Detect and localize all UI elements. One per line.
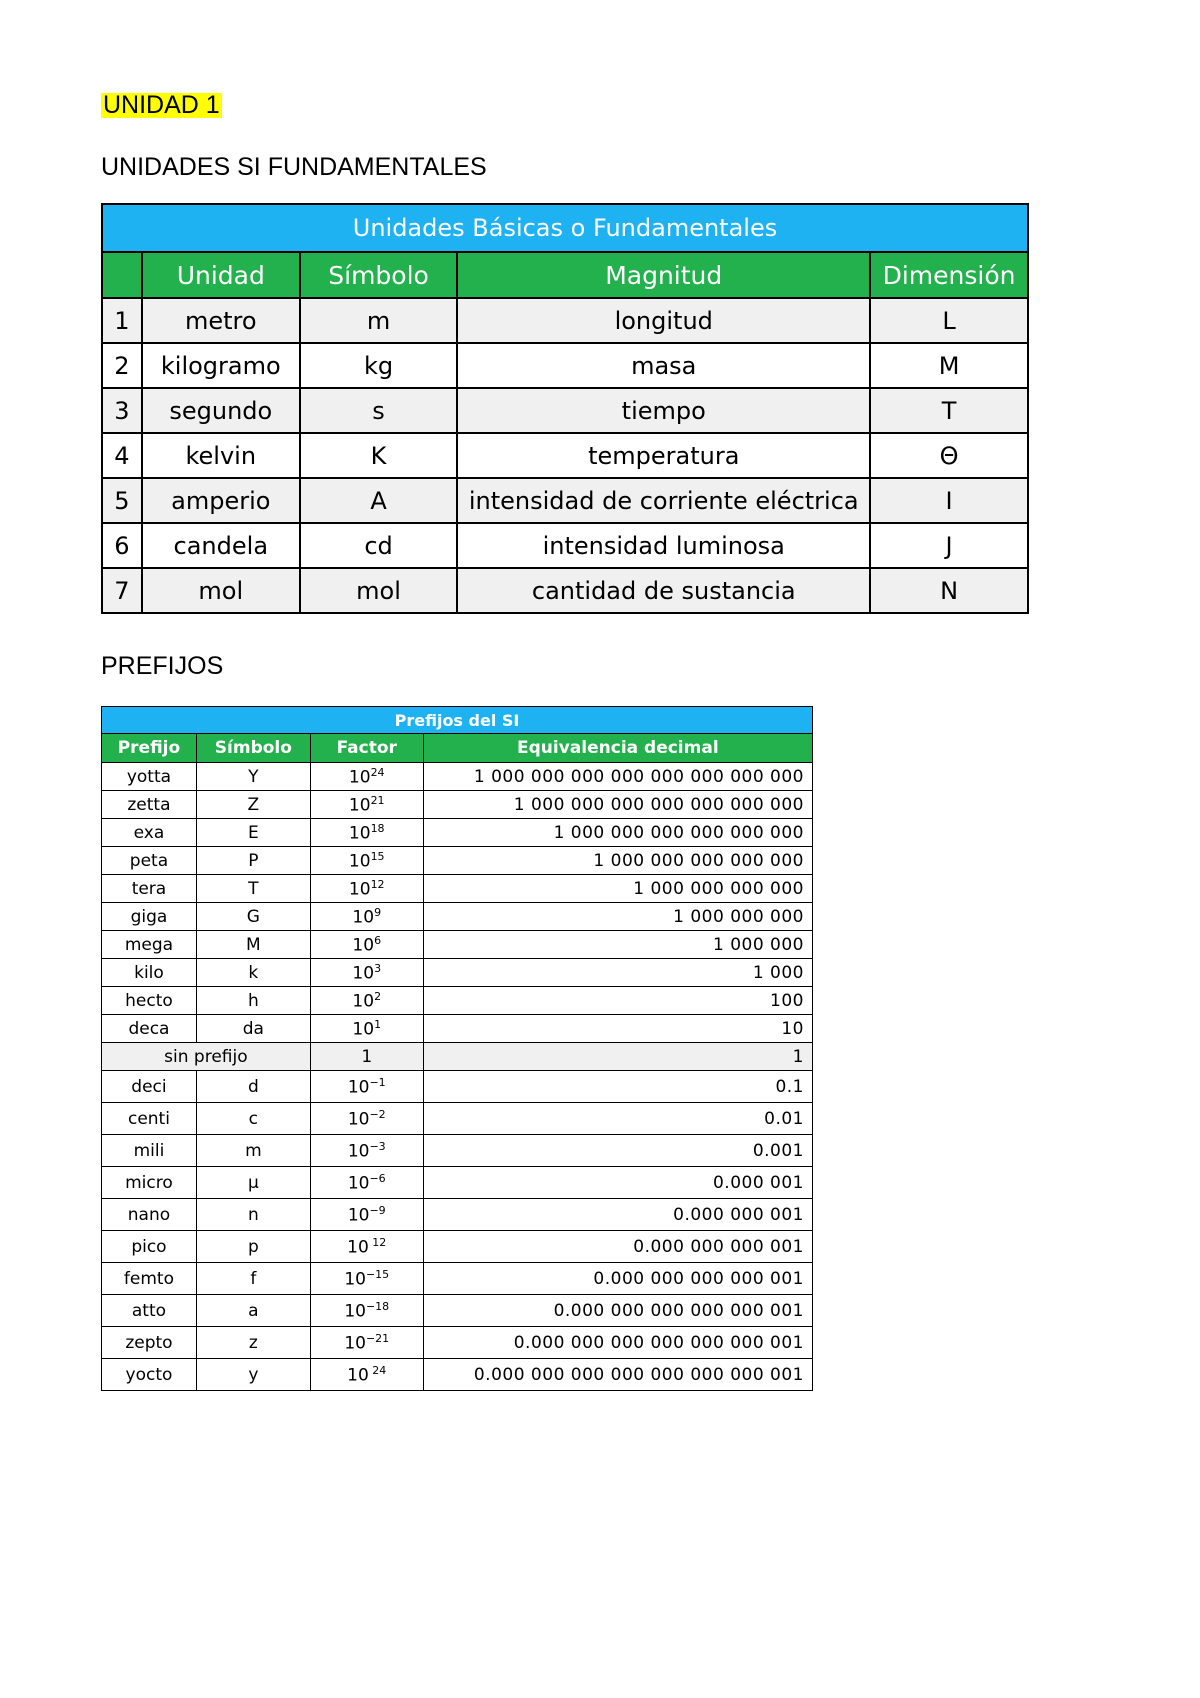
prefix-cell-equivalencia: 0.000 000 001 (423, 1199, 812, 1231)
units-cell-n: 2 (102, 343, 142, 388)
table-row (102, 1231, 813, 1263)
factor-exponent: −9 (369, 1203, 386, 1217)
prefix-cell-equivalencia: 1 000 (423, 959, 812, 987)
prefix-cell-simbolo: µ (196, 1167, 310, 1199)
factor-base: 10 (352, 963, 375, 984)
prefix-cell-simbolo: a (196, 1295, 310, 1327)
units-cell-n: 3 (102, 388, 142, 433)
factor-base: 10 (347, 1141, 370, 1162)
prefix-header-equivalencia: Equivalencia decimal (423, 734, 812, 763)
prefix-cell-factor (310, 1015, 423, 1043)
prefix-cell-equivalencia: 0.000 000 000 001 (423, 1231, 812, 1263)
units-cell-dimension: L (870, 298, 1028, 343)
prefix-cell-simbolo: M (196, 931, 310, 959)
prefix-cell-factor (310, 847, 423, 875)
prefix-cell-equivalencia: 100 (423, 987, 812, 1015)
prefix-cell-simbolo: d (196, 1071, 310, 1103)
prefix-cell-simbolo: Y (196, 763, 310, 791)
table-row (102, 523, 1028, 568)
table-row (102, 1135, 813, 1167)
table-row (102, 1263, 813, 1295)
prefix-cell-simbolo: G (196, 903, 310, 931)
table-row (102, 791, 813, 819)
factor-exponent: 3 (374, 961, 382, 975)
prefix-cell-equivalencia: 0.000 000 000 000 000 000 001 (423, 1327, 812, 1359)
units-cell-dimension: T (870, 388, 1028, 433)
units-cell-magnitud: intensidad de corriente eléctrica (457, 478, 870, 523)
units-cell-magnitud: cantidad de sustancia (457, 568, 870, 613)
units-cell-unidad: amperio (142, 478, 300, 523)
table-row (102, 819, 813, 847)
units-cell-simbolo: A (300, 478, 458, 523)
prefix-cell-simbolo: y (196, 1359, 310, 1391)
prefix-cell-prefijo: atto (102, 1295, 197, 1327)
factor-base: 10 (352, 907, 375, 928)
units-cell-magnitud: tiempo (457, 388, 870, 433)
prefix-cell-simbolo: p (196, 1231, 310, 1263)
units-cell-n: 6 (102, 523, 142, 568)
units-header-magnitud: Magnitud (457, 252, 870, 298)
factor-exponent: −6 (369, 1171, 386, 1185)
factor-exponent: 24 (368, 1363, 387, 1377)
prefix-cell-prefijo: nano (102, 1199, 197, 1231)
prefix-cell-factor (310, 875, 423, 903)
factor-exponent: −15 (365, 1267, 390, 1281)
table-row (102, 1071, 813, 1103)
factor-exponent: −1 (369, 1075, 386, 1089)
prefix-cell-equivalencia: 0.1 (423, 1071, 812, 1103)
prefix-cell-factor (310, 987, 423, 1015)
units-header-index (102, 252, 142, 298)
prefix-cell-equivalencia: 0.000 000 000 000 000 000 000 001 (423, 1359, 812, 1391)
factor-exponent: −3 (369, 1139, 386, 1153)
units-cell-dimension: Θ (870, 433, 1028, 478)
units-cell-simbolo: kg (300, 343, 458, 388)
prefix-cell-factor (310, 1135, 423, 1167)
prefix-cell-simbolo: f (196, 1263, 310, 1295)
prefix-cell-equivalencia: 0.001 (423, 1135, 812, 1167)
prefix-cell-simbolo: da (196, 1015, 310, 1043)
prefix-header-prefijo: Prefijo (102, 734, 197, 763)
prefix-cell-prefijo: yocto (102, 1359, 197, 1391)
factor-base: 10 (344, 1301, 366, 1322)
si-units-heading: UNIDADES SI FUNDAMENTALES (101, 153, 487, 181)
factor-base: 10 (348, 851, 371, 872)
prefix-cell-simbolo: z (196, 1327, 310, 1359)
table-row (102, 478, 1028, 523)
factor-base: 10 (352, 935, 375, 956)
factor-exponent: 6 (374, 933, 382, 947)
units-cell-n: 5 (102, 478, 142, 523)
prefix-cell-prefijo: deca (102, 1015, 197, 1043)
table-row (102, 875, 813, 903)
factor-base: 10 (344, 1269, 366, 1290)
table-row (102, 903, 813, 931)
units-cell-unidad: metro (142, 298, 300, 343)
prefix-cell-factor (310, 791, 423, 819)
units-header-dimension: Dimensión (870, 252, 1028, 298)
table-row (102, 763, 813, 791)
factor-exponent: 21 (370, 793, 385, 807)
prefix-cell-factor (310, 1167, 423, 1199)
table-row (102, 959, 813, 987)
factor-exponent: 24 (370, 765, 385, 779)
table-row (102, 1015, 813, 1043)
units-cell-n: 1 (102, 298, 142, 343)
prefix-cell-equivalencia: 0.000 000 000 000 001 (423, 1263, 812, 1295)
table-row (102, 931, 813, 959)
prefix-cell-prefijo: micro (102, 1167, 197, 1199)
prefix-header-simbolo: Símbolo (196, 734, 310, 763)
table-row (102, 343, 1028, 388)
prefix-cell-prefijo: giga (102, 903, 197, 931)
factor-exponent: 15 (370, 849, 385, 863)
prefix-cell-simbolo: k (196, 959, 310, 987)
table-row (102, 847, 813, 875)
prefix-cell-prefijo: mega (102, 931, 197, 959)
table-row (102, 1359, 813, 1391)
units-cell-magnitud: masa (457, 343, 870, 388)
prefix-cell-prefijo: mili (102, 1135, 197, 1167)
units-cell-unidad: mol (142, 568, 300, 613)
prefix-cell-equivalencia: 1 000 000 000 000 000 000 (423, 819, 812, 847)
prefix-cell-equivalencia: 1 000 000 (423, 931, 812, 959)
factor-base: 10 (347, 1109, 370, 1130)
table-row (102, 1199, 813, 1231)
factor-base: 10 (347, 1237, 369, 1258)
prefix-cell-simbolo: P (196, 847, 310, 875)
table-row (102, 388, 1028, 433)
basic-units-table (101, 203, 1029, 614)
prefix-cell-simbolo: E (196, 819, 310, 847)
prefix-cell-simbolo: T (196, 875, 310, 903)
factor-exponent: −21 (365, 1331, 390, 1345)
prefix-cell-equivalencia: 10 (423, 1015, 812, 1043)
prefix-cell-simbolo: c (196, 1103, 310, 1135)
factor-exponent: −18 (365, 1299, 390, 1313)
factor-exponent: 1 (374, 1017, 382, 1031)
prefix-cell-equivalencia: 1 000 000 000 000 000 000 000 (423, 791, 812, 819)
prefix-cell-prefijo: kilo (102, 959, 197, 987)
prefix-cell-equivalencia: 1 000 000 000 000 000 000 000 000 (423, 763, 812, 791)
factor-exponent: −2 (369, 1107, 386, 1121)
unit-heading: UNIDAD 1 (103, 91, 220, 119)
prefix-cell-simbolo: m (196, 1135, 310, 1167)
prefix-cell-equivalencia: 1 000 000 000 000 (423, 875, 812, 903)
units-cell-simbolo: cd (300, 523, 458, 568)
no-prefix-label: sin prefijo (102, 1043, 311, 1071)
prefix-cell-equivalencia: 0.01 (423, 1103, 812, 1135)
units-cell-simbolo: K (300, 433, 458, 478)
factor-base: 10 (344, 1333, 366, 1354)
prefix-cell-factor (310, 819, 423, 847)
factor-base: 10 (352, 991, 375, 1012)
prefix-cell-factor (310, 1359, 423, 1391)
factor-exponent: 2 (374, 989, 382, 1003)
factor-base: 10 (347, 1173, 370, 1194)
prefix-cell-factor (310, 1199, 423, 1231)
factor-exponent: 12 (370, 877, 385, 891)
table-row (102, 1167, 813, 1199)
prefix-cell-prefijo: zetta (102, 791, 197, 819)
factor-base: 10 (347, 1205, 370, 1226)
factor-exponent: 18 (370, 821, 385, 835)
prefix-cell-factor (310, 1263, 423, 1295)
prefix-cell-equivalencia: 0.000 001 (423, 1167, 812, 1199)
factor-base: 10 (348, 823, 371, 844)
factor-base: 10 (347, 1077, 370, 1098)
si-prefixes-table (101, 706, 813, 1391)
table-row (102, 1327, 813, 1359)
units-cell-n: 7 (102, 568, 142, 613)
prefix-cell-prefijo: yotta (102, 763, 197, 791)
table-row (102, 568, 1028, 613)
prefix-cell-prefijo: centi (102, 1103, 197, 1135)
prefix-cell-factor (310, 1327, 423, 1359)
no-prefix-equivalencia: 1 (423, 1043, 812, 1071)
prefix-table-title: Prefijos del SI (102, 707, 813, 734)
table-row (102, 1103, 813, 1135)
prefix-cell-factor (310, 931, 423, 959)
table-row (102, 987, 813, 1015)
factor-base: 10 (348, 767, 371, 788)
prefix-cell-simbolo: h (196, 987, 310, 1015)
prefix-cell-simbolo: n (196, 1199, 310, 1231)
units-cell-unidad: candela (142, 523, 300, 568)
prefix-cell-equivalencia: 1 000 000 000 000 000 (423, 847, 812, 875)
no-prefix-factor: 1 (310, 1043, 423, 1071)
units-cell-unidad: kelvin (142, 433, 300, 478)
prefix-cell-prefijo: zepto (102, 1327, 197, 1359)
prefix-cell-equivalencia: 0.000 000 000 000 000 001 (423, 1295, 812, 1327)
prefixes-heading: PREFIJOS (101, 652, 224, 680)
units-header-simbolo: Símbolo (300, 252, 458, 298)
units-cell-dimension: J (870, 523, 1028, 568)
units-cell-dimension: N (870, 568, 1028, 613)
units-cell-magnitud: intensidad luminosa (457, 523, 870, 568)
units-cell-n: 4 (102, 433, 142, 478)
prefix-cell-factor (310, 1231, 423, 1263)
units-cell-dimension: M (870, 343, 1028, 388)
prefix-cell-factor (310, 763, 423, 791)
factor-exponent: 9 (374, 905, 382, 919)
units-cell-simbolo: s (300, 388, 458, 433)
units-cell-magnitud: longitud (457, 298, 870, 343)
units-table-title: Unidades Básicas o Fundamentales (102, 204, 1028, 252)
prefix-cell-equivalencia: 1 000 000 000 (423, 903, 812, 931)
units-cell-dimension: I (870, 478, 1028, 523)
prefix-header-factor: Factor (310, 734, 423, 763)
units-cell-magnitud: temperatura (457, 433, 870, 478)
units-cell-simbolo: m (300, 298, 458, 343)
prefix-cell-prefijo: exa (102, 819, 197, 847)
no-prefix-row (102, 1043, 813, 1071)
table-row (102, 1295, 813, 1327)
prefix-cell-factor (310, 1103, 423, 1135)
prefix-cell-prefijo: peta (102, 847, 197, 875)
prefix-cell-simbolo: Z (196, 791, 310, 819)
factor-exponent: 12 (368, 1235, 387, 1249)
factor-base: 10 (352, 1019, 375, 1040)
factor-base: 10 (348, 795, 371, 816)
table-row (102, 298, 1028, 343)
prefix-cell-factor (310, 959, 423, 987)
prefix-cell-prefijo: hecto (102, 987, 197, 1015)
prefix-cell-prefijo: femto (102, 1263, 197, 1295)
prefix-cell-prefijo: tera (102, 875, 197, 903)
prefix-cell-factor (310, 1071, 423, 1103)
factor-base: 10 (347, 1365, 369, 1386)
prefix-cell-factor (310, 903, 423, 931)
units-cell-simbolo: mol (300, 568, 458, 613)
prefix-cell-factor (310, 1295, 423, 1327)
prefix-cell-prefijo: deci (102, 1071, 197, 1103)
units-cell-unidad: segundo (142, 388, 300, 433)
table-row (102, 433, 1028, 478)
units-header-unidad: Unidad (142, 252, 300, 298)
factor-base: 10 (348, 879, 371, 900)
prefix-cell-prefijo: pico (102, 1231, 197, 1263)
units-cell-unidad: kilogramo (142, 343, 300, 388)
